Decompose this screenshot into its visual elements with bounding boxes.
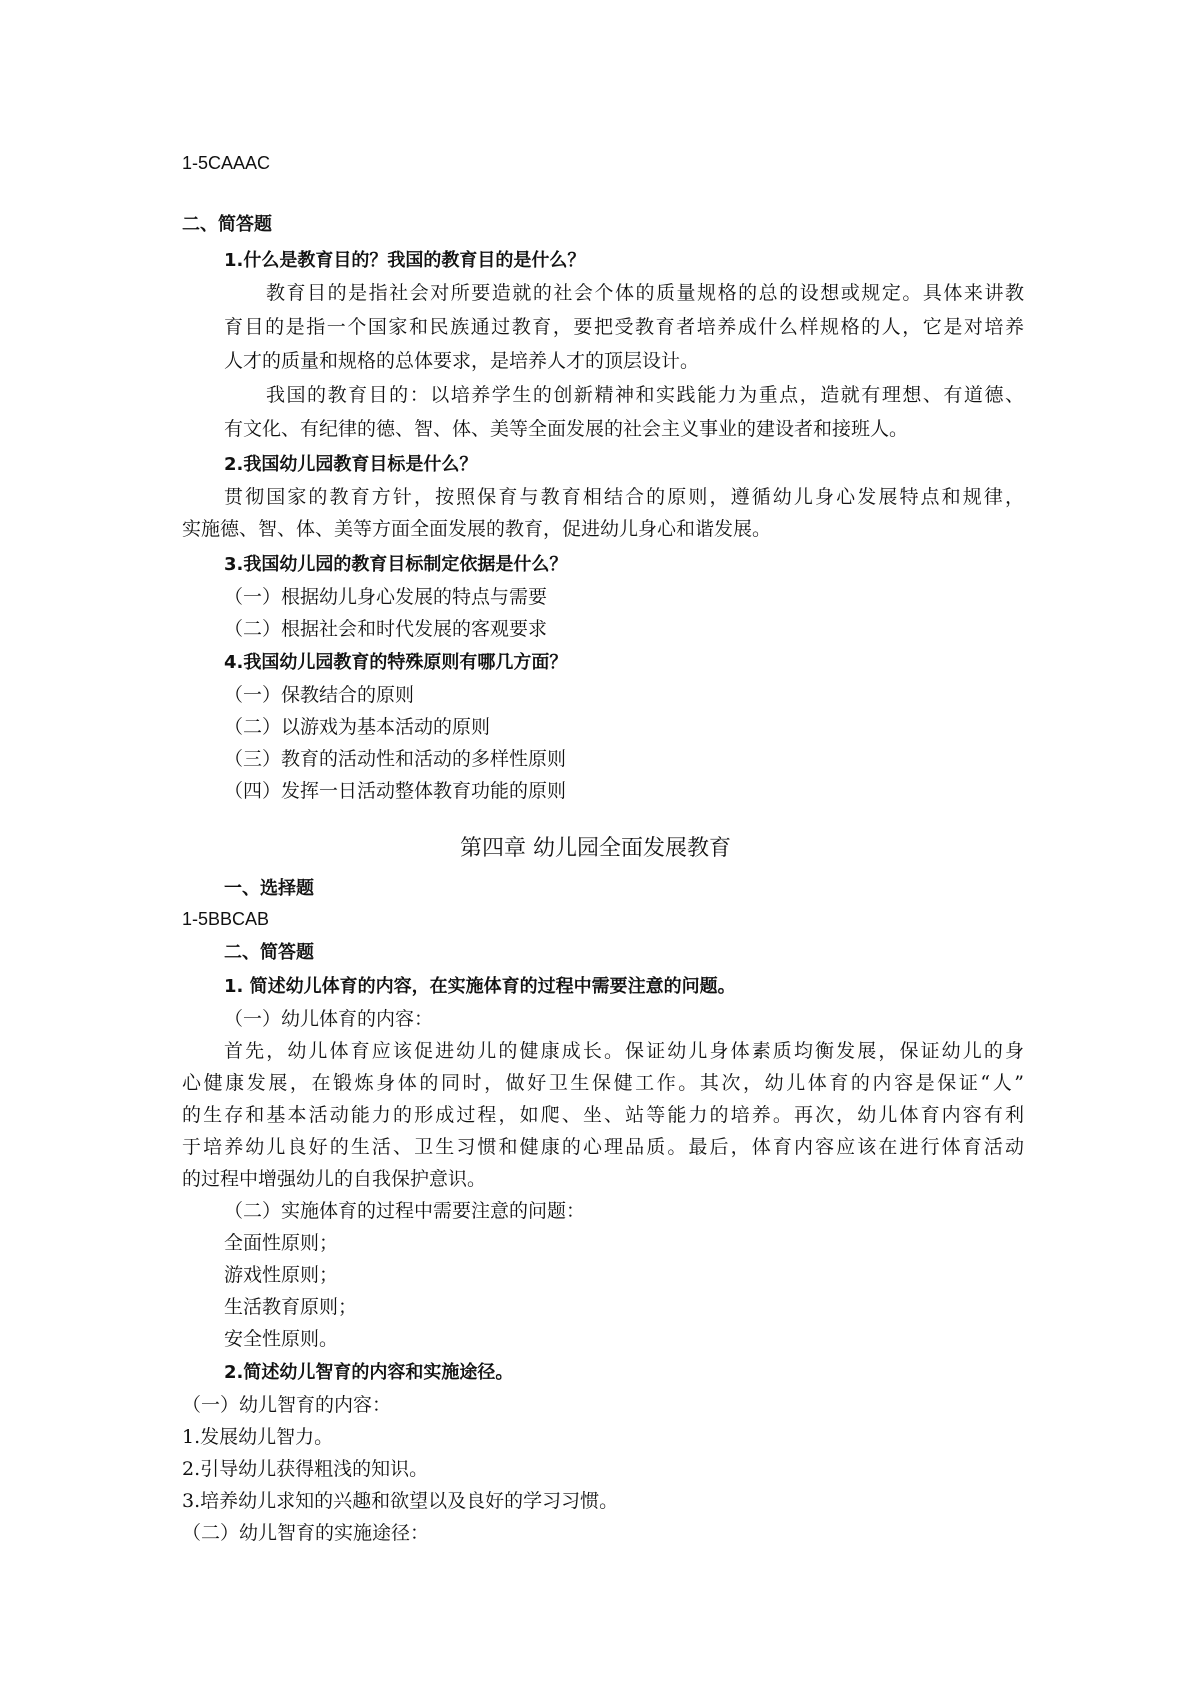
subheading: （二）幼儿智育的实施途径：	[182, 1522, 430, 1544]
paragraph-line: 实施德、智、体、美等方面全面发展的教育，促进幼儿身心和谐发展。	[182, 518, 772, 540]
mc-answer-ch4: 1-5BBCAB	[182, 909, 270, 929]
paragraph-line: 首先，幼儿体育应该促进幼儿的健康成长。保证幼儿身体素质均衡发展，保证幼儿的身	[224, 1040, 1024, 1062]
paragraph-line: 的过程中增强幼儿的自我保护意识。	[182, 1168, 487, 1190]
list-item: （一）根据幼儿身心发展的特点与需要	[224, 586, 548, 608]
paragraph-line: 于培养幼儿良好的生活、卫生习惯和健康的心理品质。最后，体育内容应该在进行体育活动	[182, 1136, 1024, 1158]
paragraph-line: 人才的质量和规格的总体要求，是培养人才的顶层设计。	[224, 350, 700, 372]
question-3-title: 3.我国幼儿园的教育目标制定依据是什么？	[224, 554, 568, 575]
list-item: 生活教育原则；	[224, 1296, 358, 1318]
list-item: 全面性原则；	[224, 1232, 339, 1254]
subheading: （一）幼儿智育的内容：	[182, 1394, 392, 1416]
paragraph-line: 贯彻国家的教育方针，按照保育与教育相结合的原则，遵循幼儿身心发展特点和规律，	[224, 486, 1024, 508]
paragraph-line: 育目的是指一个国家和民族通过教育，要把受教育者培养成什么样规格的人，它是对培养	[224, 316, 1024, 338]
list-item: 2.引导幼儿获得粗浅的知识。	[182, 1458, 429, 1480]
question-2-title: 2.简述幼儿智育的内容和实施途径。	[224, 1362, 514, 1383]
mc-answer-ch3: 1-5CAAAC	[182, 153, 271, 173]
subheading: （一）幼儿体育的内容：	[224, 1008, 434, 1030]
list-item: 3.培养幼儿求知的兴趣和欲望以及良好的学习习惯。	[182, 1490, 619, 1512]
question-4-title: 4.我国幼儿园教育的特殊原则有哪几方面？	[224, 652, 568, 673]
list-item: （二）以游戏为基本活动的原则	[224, 716, 491, 738]
list-item: （一）保教结合的原则	[224, 684, 415, 706]
list-item: 1.发展幼儿智力。	[182, 1426, 334, 1448]
subheading: （二）实施体育的过程中需要注意的问题：	[224, 1200, 586, 1222]
paragraph-line: 心健康发展，在锻炼身体的同时，做好卫生保健工作。其次，幼儿体育的内容是保证“人”	[182, 1072, 1024, 1094]
paragraph-line: 有文化、有纪律的德、智、体、美等全面发展的社会主义事业的建设者和接班人。	[224, 418, 909, 440]
question-2-title: 2.我国幼儿园教育目标是什么？	[224, 454, 478, 475]
list-item: （四）发挥一日活动整体教育功能的原则	[224, 780, 567, 802]
question-1-title: 1.什么是教育目的？我国的教育目的是什么？	[224, 250, 586, 271]
list-item: （三）教育的活动性和活动的多样性原则	[224, 748, 567, 770]
list-item: （二）根据社会和时代发展的客观要求	[224, 618, 548, 640]
paragraph-line: 我国的教育目的：以培养学生的创新精神和实践能力为重点，造就有理想、有道德、	[266, 384, 1024, 406]
chapter-title: 第四章 幼儿园全面发展教育	[460, 836, 731, 861]
question-1-title: 1. 简述幼儿体育的内容，在实施体育的过程中需要注意的问题。	[224, 976, 736, 997]
short-answer-heading-ch4: 二、简答题	[224, 942, 314, 963]
short-answer-heading-ch3: 二、简答题	[182, 214, 272, 235]
list-item: 游戏性原则；	[224, 1264, 339, 1286]
paragraph-line: 的生存和基本活动能力的形成过程，如爬、坐、站等能力的培养。再次，幼儿体育内容有利	[182, 1104, 1024, 1126]
list-item: 安全性原则。	[224, 1328, 339, 1350]
multiple-choice-heading: 一、选择题	[224, 878, 314, 899]
paragraph-line: 教育目的是指社会对所要造就的社会个体的质量规格的总的设想或规定。具体来讲教	[266, 282, 1024, 304]
